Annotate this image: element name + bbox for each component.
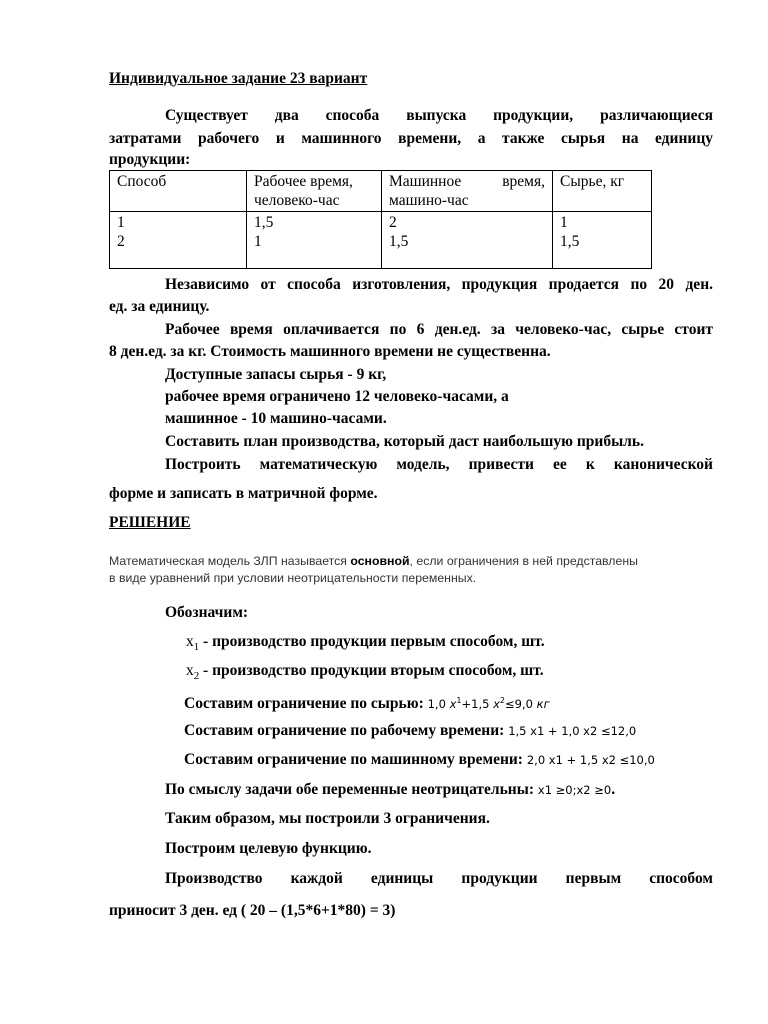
cost-line-2: 8 ден.ед. за кг. Стоимость машинного времени не существенна.	[109, 343, 551, 360]
variable-x2: $x_2$ - производство продукции вторым способом, шт.	[186, 662, 544, 683]
definition-line-2: в виде уравнений при условии неотрицательности переменных.	[109, 571, 477, 585]
solution-heading: РЕШЕНИЕ	[109, 514, 191, 531]
labor-constraint: Составим ограничение по рабочему времени: 1,5 x1 + 1,0 x2 ≤12,0	[184, 722, 637, 739]
cell-machine: 2 1,5	[382, 212, 553, 269]
variable-x1: $x_1$ - производство продукции первым способом, шт.	[186, 633, 545, 654]
raw-constraint: Составим ограничение по сырью: 1,0 $x^1+1,5$ $x^2\le 9,0$ кг	[184, 694, 550, 712]
production-line-2: приносит 3 ден. ед ( 20 – (1,5*6+1*80) = 3)	[109, 902, 396, 919]
nonnegativity-line: По смыслу задачи обе переменные неотрицательны: x1 ≥0;x2 ≥0.	[165, 781, 616, 798]
price-line-2: ед. за единицу.	[109, 298, 210, 315]
labor-limit-line: рабочее время ограничено 12 человеко-часами, а	[165, 388, 509, 405]
header-labor: Рабочее время, человеко-час	[247, 171, 382, 212]
model-line-1: Построить математическую модель, привести ее к канонической	[165, 456, 713, 473]
machine-limit-line: машинное - 10 машино-часами.	[165, 410, 387, 427]
page-title: Индивидуальное задание 23 вариант	[109, 70, 368, 87]
summary-line: Таким образом, мы построили 3 ограничения.	[165, 810, 490, 827]
definition-line-1: Математическая модель ЗЛП называется основной, если ограничения в ней представлены	[109, 554, 638, 568]
cell-raw: 1 1,5	[553, 212, 652, 269]
task-line: Составить план производства, который даст наибольшую прибыль.	[165, 433, 644, 450]
machine-constraint-formula: 2,0 x1 + 1,5 x2 ≤10,0	[526, 753, 655, 767]
table-row	[110, 212, 652, 269]
model-line-2: форме и записать в матричной форме.	[109, 485, 378, 502]
denote-label: Обозначим:	[165, 604, 249, 621]
nonnegativity-formula: x1 ≥0;x2 ≥0	[537, 783, 612, 797]
price-line-1: Независимо от способа изготовления, продукция продается по 20 ден.	[165, 276, 713, 293]
raw-stock-line: Доступные запасы сырья - 9 кг,	[165, 366, 387, 383]
cost-line-1: Рабочее время оплачивается по 6 ден.ед. за человеко-час, сырье стоит	[165, 321, 713, 338]
header-method: Способ	[110, 171, 247, 212]
intro-line-3: продукции:	[109, 151, 191, 168]
production-line-1: Производство каждой единицы продукции первым способом	[165, 870, 713, 887]
machine-constraint: Составим ограничение по машинному времени: 2,0 x1 + 1,5 x2 ≤10,0	[184, 751, 655, 768]
intro-line-1: Существует два способа выпуска продукции, различающиеся	[165, 107, 713, 124]
table-header-row	[110, 171, 652, 212]
objective-line: Построим целевую функцию.	[165, 840, 372, 857]
header-raw: Сырье, кг	[553, 171, 652, 212]
intro-line-2: затратами рабочего и машинного времени, а также сырья на единицу	[109, 130, 713, 147]
production-table	[109, 170, 652, 269]
raw-constraint-formula: 1,0 $x^1+1,5$ $x^2\le 9,0$ кг	[427, 696, 550, 711]
cell-labor: 1,5 1	[247, 212, 382, 269]
header-machine: Машинное время, машино-час	[382, 171, 553, 212]
cell-method: 1 2	[110, 212, 247, 269]
labor-constraint-formula: 1,5 x1 + 1,0 x2 ≤12,0	[508, 724, 637, 738]
